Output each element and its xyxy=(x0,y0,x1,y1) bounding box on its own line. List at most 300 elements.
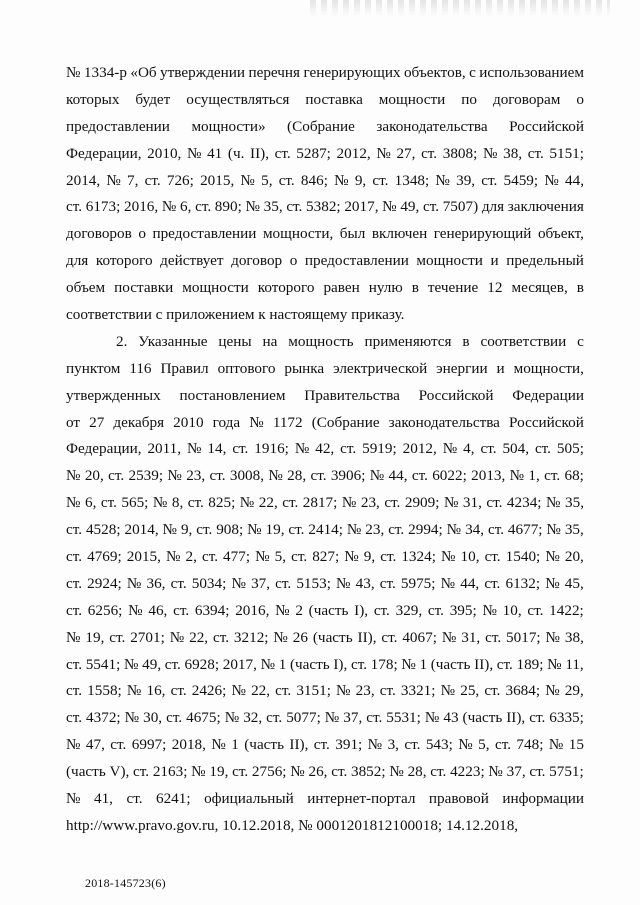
word: 14, xyxy=(207,440,227,458)
word: 10, xyxy=(502,601,522,619)
word: ст. xyxy=(496,655,513,673)
word: 2014, xyxy=(66,171,101,189)
word: 2015, xyxy=(200,171,235,189)
word: 2017, xyxy=(344,198,379,216)
word: года xyxy=(212,413,241,431)
word: постановлением xyxy=(179,386,286,404)
word: 4234; xyxy=(506,494,542,512)
text-line xyxy=(66,705,584,732)
word: 19, xyxy=(209,763,229,781)
word: ст. xyxy=(66,548,83,566)
word: договорам xyxy=(492,90,561,108)
word: 189; xyxy=(516,655,544,673)
word: № xyxy=(482,144,498,162)
word: Федерации, xyxy=(66,440,142,458)
word: 4677; xyxy=(507,521,543,539)
word: о xyxy=(576,90,584,108)
word: Указанные xyxy=(138,332,208,350)
word: объектов, xyxy=(403,64,466,81)
word: пунктом xyxy=(66,359,121,377)
word: 5153; xyxy=(296,574,331,592)
word: (часть xyxy=(244,736,284,754)
word: № xyxy=(341,494,357,512)
word: 1916; xyxy=(254,440,289,458)
word: 2010 xyxy=(173,413,204,431)
word: 178; xyxy=(370,655,398,673)
word: № xyxy=(443,494,459,512)
word: месяцев, xyxy=(511,279,568,297)
word: 116 xyxy=(129,359,152,377)
word: № xyxy=(162,521,178,539)
text-line: http://www.pravo.gov.ru, 10.12.2018, № 0001201812100018; 14.12.2018, xyxy=(66,816,519,834)
word: ст. xyxy=(527,601,544,619)
word: в xyxy=(462,332,470,350)
word: 6022; xyxy=(432,467,467,485)
word: № xyxy=(324,709,340,727)
word: Правительства xyxy=(304,386,400,404)
word: № xyxy=(66,628,81,646)
word: 3321; xyxy=(400,682,436,700)
word: ст. xyxy=(494,736,511,754)
word: 15 xyxy=(568,736,584,754)
word: будет xyxy=(135,90,171,108)
word: 9, xyxy=(180,521,193,539)
word: (часть xyxy=(289,655,330,673)
text-line xyxy=(66,732,584,759)
word: № xyxy=(239,494,255,512)
word: 39, xyxy=(456,171,476,189)
word: генерирующих xyxy=(303,64,401,81)
word: 2018, xyxy=(171,736,206,754)
word: 1 xyxy=(419,655,428,673)
word: 3212; xyxy=(233,628,269,646)
text-line xyxy=(66,517,584,544)
word: № xyxy=(247,521,262,539)
word: 1324; xyxy=(401,548,436,566)
word: 3684; xyxy=(505,682,541,700)
word: оптового xyxy=(217,359,276,377)
word: 22, xyxy=(258,494,278,512)
word: № xyxy=(440,548,456,566)
text-line xyxy=(66,436,584,463)
word: № xyxy=(344,548,359,566)
word: 10, xyxy=(460,548,480,566)
word: 2163; xyxy=(152,763,188,781)
word: 2756; xyxy=(251,763,287,781)
word: ст. xyxy=(381,628,398,646)
word: ст. xyxy=(195,198,212,216)
text-line xyxy=(66,275,584,302)
word: 41, xyxy=(93,790,113,808)
text-line xyxy=(66,759,584,786)
word: с xyxy=(469,64,476,81)
word: № xyxy=(482,601,497,619)
word: 7, xyxy=(127,171,139,189)
word: 2016, xyxy=(124,198,159,216)
word: для xyxy=(66,252,89,270)
word: ст. xyxy=(187,494,204,512)
word: № xyxy=(446,521,462,539)
word: 9, xyxy=(354,171,367,189)
word: 3151; xyxy=(296,682,331,700)
word: ст. xyxy=(372,171,389,189)
word: ст. xyxy=(310,467,327,485)
word: информации xyxy=(502,790,584,808)
word: № xyxy=(186,144,202,162)
word: № xyxy=(376,144,391,162)
word: 1334-р xyxy=(83,64,127,81)
word: I), xyxy=(333,655,348,673)
word: Российской xyxy=(509,117,584,135)
word: договор xyxy=(231,252,283,270)
word: ст. xyxy=(275,682,292,700)
word: ст. xyxy=(100,494,117,512)
word: в xyxy=(576,279,584,297)
word: 4, xyxy=(463,440,475,458)
word: № xyxy=(66,790,81,808)
word: № xyxy=(440,682,456,700)
word: 44, xyxy=(565,171,584,189)
word: 9, xyxy=(363,548,376,566)
paragraph xyxy=(66,60,584,329)
word: № xyxy=(545,682,560,700)
word: 26, xyxy=(308,763,328,781)
word: 1422; xyxy=(549,601,584,619)
word: ст. xyxy=(484,548,501,566)
word: 29, xyxy=(564,682,584,700)
word: 504, xyxy=(502,440,530,458)
word: использованием xyxy=(479,64,584,81)
word: 2994; xyxy=(408,521,443,539)
word: о xyxy=(138,225,146,243)
word: мощности xyxy=(378,90,446,108)
word: 6132; xyxy=(505,574,541,592)
word: № xyxy=(126,682,142,700)
word: II), xyxy=(357,628,377,646)
word: ст. xyxy=(144,171,161,189)
word: мощности xyxy=(416,252,483,270)
word: мощности xyxy=(182,279,249,297)
word: 2011, xyxy=(147,440,182,458)
word: № xyxy=(224,709,240,727)
word: мощности, xyxy=(513,359,584,377)
word: 4675; xyxy=(186,709,221,727)
word: для xyxy=(481,198,505,216)
word: 6173; xyxy=(85,198,121,216)
word: № xyxy=(546,521,561,539)
word: 2924; xyxy=(87,574,122,592)
word: правовой xyxy=(428,790,489,808)
word: II), xyxy=(474,655,494,673)
word: № xyxy=(169,628,185,646)
word: 25, xyxy=(460,682,480,700)
word: Правил xyxy=(160,359,209,377)
word: течение xyxy=(427,279,479,297)
text-line xyxy=(66,168,584,195)
word: 2015, xyxy=(126,548,161,566)
word: 1540; xyxy=(505,548,541,566)
word: ст. xyxy=(340,440,357,458)
word: № xyxy=(440,574,456,592)
word: 3852; xyxy=(350,763,386,781)
word: 3906; xyxy=(330,467,366,485)
word: № xyxy=(186,440,202,458)
word: 2016, xyxy=(235,601,270,619)
text-line xyxy=(66,60,584,87)
word: № xyxy=(249,413,264,431)
word: применяются xyxy=(364,332,452,350)
word: 5017; xyxy=(506,628,541,646)
word: 35, xyxy=(263,198,283,216)
word: № xyxy=(106,171,121,189)
word: № xyxy=(165,548,181,566)
word: Федерации, xyxy=(66,144,142,162)
word: 4769; xyxy=(87,548,122,566)
word: 23, xyxy=(365,521,385,539)
word: которых xyxy=(66,90,120,108)
word: № xyxy=(273,628,288,646)
text-line xyxy=(66,383,584,410)
word: № xyxy=(547,655,562,673)
word: 23, xyxy=(355,682,375,700)
word: 3008, xyxy=(229,467,265,485)
word: 27, xyxy=(396,144,416,162)
text-line xyxy=(66,329,584,356)
word: мощности, xyxy=(262,225,334,243)
word: II), xyxy=(506,709,526,727)
text-line xyxy=(66,652,584,679)
word: 6997; xyxy=(131,736,167,754)
word: ст. xyxy=(66,521,83,539)
word: № xyxy=(152,494,168,512)
word: 28, xyxy=(287,467,307,485)
word: ст. xyxy=(388,521,405,539)
word: поставки xyxy=(114,279,174,297)
word: перечня xyxy=(248,64,301,81)
word: 1558; xyxy=(87,682,122,700)
word: № xyxy=(268,467,283,485)
word: 30, xyxy=(143,709,163,727)
word: 37, xyxy=(506,763,526,781)
scan-artifact xyxy=(310,0,610,16)
word: № xyxy=(488,763,503,781)
word: № xyxy=(290,763,305,781)
word: (часть xyxy=(66,763,106,781)
word: 20, xyxy=(564,548,584,566)
word: № xyxy=(367,736,383,754)
word: № xyxy=(255,548,270,566)
text-line xyxy=(66,248,584,275)
word: объем xyxy=(66,279,106,297)
word: ст. xyxy=(291,548,308,566)
word: 37, xyxy=(343,709,363,727)
word: по xyxy=(461,90,478,108)
word: 2013, xyxy=(471,467,506,485)
word: 5287; xyxy=(296,144,331,162)
text-line xyxy=(66,463,584,490)
word: был xyxy=(339,225,366,243)
word: 2539; xyxy=(128,467,164,485)
word: 19, xyxy=(265,521,285,539)
word: ст. xyxy=(173,601,190,619)
word: от xyxy=(66,413,81,431)
text-line: соответствии с приложением к настоящему приказу. xyxy=(66,306,405,324)
word: 5459; xyxy=(503,171,539,189)
word: ст. xyxy=(486,494,503,512)
word: ст. xyxy=(481,171,498,189)
word: (Собрание xyxy=(287,117,355,135)
word: № xyxy=(546,494,561,512)
word: 4372; xyxy=(86,709,121,727)
text-line xyxy=(66,356,584,383)
word: 6256; xyxy=(87,601,123,619)
word: ст. xyxy=(373,601,390,619)
word: 2010, xyxy=(147,144,182,162)
word: ст. xyxy=(166,709,183,727)
word: 4067; xyxy=(402,628,437,646)
word: на xyxy=(262,332,278,350)
word: официальный xyxy=(204,790,294,808)
word: 43 xyxy=(443,709,459,727)
word: ст. xyxy=(266,709,283,727)
word: ст. xyxy=(66,682,83,700)
word: 5975; xyxy=(400,574,436,592)
word: 44, xyxy=(460,574,480,592)
word: интернет-портал xyxy=(307,790,416,808)
word: 12 xyxy=(487,279,503,297)
word: ст. xyxy=(66,601,83,619)
word: 22, xyxy=(189,628,209,646)
word: 1 xyxy=(231,736,239,754)
word: ст. xyxy=(274,144,291,162)
word: рынка xyxy=(284,359,325,377)
word: № xyxy=(66,467,81,485)
word: утвержденных xyxy=(66,386,161,404)
word: № xyxy=(124,709,140,727)
word: законодательства xyxy=(376,117,488,135)
word: 2012, xyxy=(402,440,437,458)
word: № xyxy=(66,64,81,81)
word: № xyxy=(211,736,226,754)
word: ст. xyxy=(278,171,295,189)
word: генерирующий xyxy=(433,225,532,243)
word: осуществляться xyxy=(186,90,290,108)
word: 11, xyxy=(565,655,584,673)
word: 2414; xyxy=(308,521,343,539)
word: 41 xyxy=(207,144,223,162)
word: ст. xyxy=(110,736,127,754)
word: 477; xyxy=(223,548,251,566)
word: ст. xyxy=(484,682,501,700)
word: 23, xyxy=(186,467,206,485)
word: утверждении xyxy=(160,64,246,81)
word: 2, xyxy=(185,548,197,566)
word: № xyxy=(401,655,416,673)
word: 37, xyxy=(251,574,271,592)
word: 3, xyxy=(387,736,399,754)
word: № xyxy=(382,198,397,216)
word: № xyxy=(66,494,81,512)
word: № xyxy=(245,198,260,216)
word: (часть xyxy=(308,601,349,619)
word: 68; xyxy=(564,467,584,485)
word: декабря xyxy=(113,413,165,431)
word: соответствии xyxy=(480,332,567,350)
word: ст. xyxy=(487,521,504,539)
word: ст. xyxy=(126,790,143,808)
word: 5751; xyxy=(549,763,584,781)
word: Российской xyxy=(509,413,584,431)
word: 6394; xyxy=(194,601,230,619)
word: 6, xyxy=(84,494,97,512)
word: 47, xyxy=(85,736,105,754)
word: 6335; xyxy=(549,709,584,727)
word: заключения xyxy=(507,198,584,216)
word: предельный xyxy=(506,252,584,270)
word: 26 xyxy=(292,628,308,646)
word: 22, xyxy=(251,682,271,700)
word: 2. xyxy=(116,332,128,350)
word: объект, xyxy=(537,225,584,243)
word: 543; xyxy=(425,736,453,754)
word: № xyxy=(66,736,81,754)
word: № xyxy=(275,601,290,619)
word: ст. xyxy=(350,655,367,673)
word: 395; xyxy=(449,601,477,619)
word: 31, xyxy=(461,628,481,646)
word: ст. xyxy=(421,144,438,162)
word: 32, xyxy=(243,709,263,727)
word: равен xyxy=(323,279,360,297)
word: цены xyxy=(218,332,252,350)
word: ст. xyxy=(232,440,249,458)
word: № xyxy=(191,763,206,781)
word: 748; xyxy=(516,736,544,754)
word: 43, xyxy=(355,574,375,592)
word: законодательства xyxy=(388,413,500,431)
word: ст. xyxy=(379,682,396,700)
word: № xyxy=(424,709,440,727)
word: 35, xyxy=(564,521,584,539)
word: 5531; xyxy=(386,709,421,727)
word: № xyxy=(548,736,564,754)
word: 827; xyxy=(312,548,340,566)
word: ст. xyxy=(380,548,397,566)
word: 4528; xyxy=(85,521,121,539)
word: № xyxy=(545,574,560,592)
text-line xyxy=(66,221,584,248)
word: 1, xyxy=(528,467,540,485)
word: ст. xyxy=(212,628,230,646)
word: 6928; xyxy=(184,655,220,673)
word: предоставлении xyxy=(152,225,257,243)
word: ст. xyxy=(527,144,544,162)
word: № xyxy=(442,440,458,458)
word: № xyxy=(435,171,450,189)
word: № xyxy=(260,655,276,673)
word: предоставлении xyxy=(304,252,409,270)
word: № xyxy=(509,467,525,485)
word: 2012, xyxy=(336,144,371,162)
word: 5151; xyxy=(549,144,584,162)
word: 8, xyxy=(171,494,184,512)
word: № xyxy=(389,763,404,781)
word: II), xyxy=(250,144,269,162)
word: 5, xyxy=(274,548,287,566)
word: № xyxy=(231,574,246,592)
word: электрической xyxy=(333,359,428,377)
word: 3808; xyxy=(442,144,478,162)
